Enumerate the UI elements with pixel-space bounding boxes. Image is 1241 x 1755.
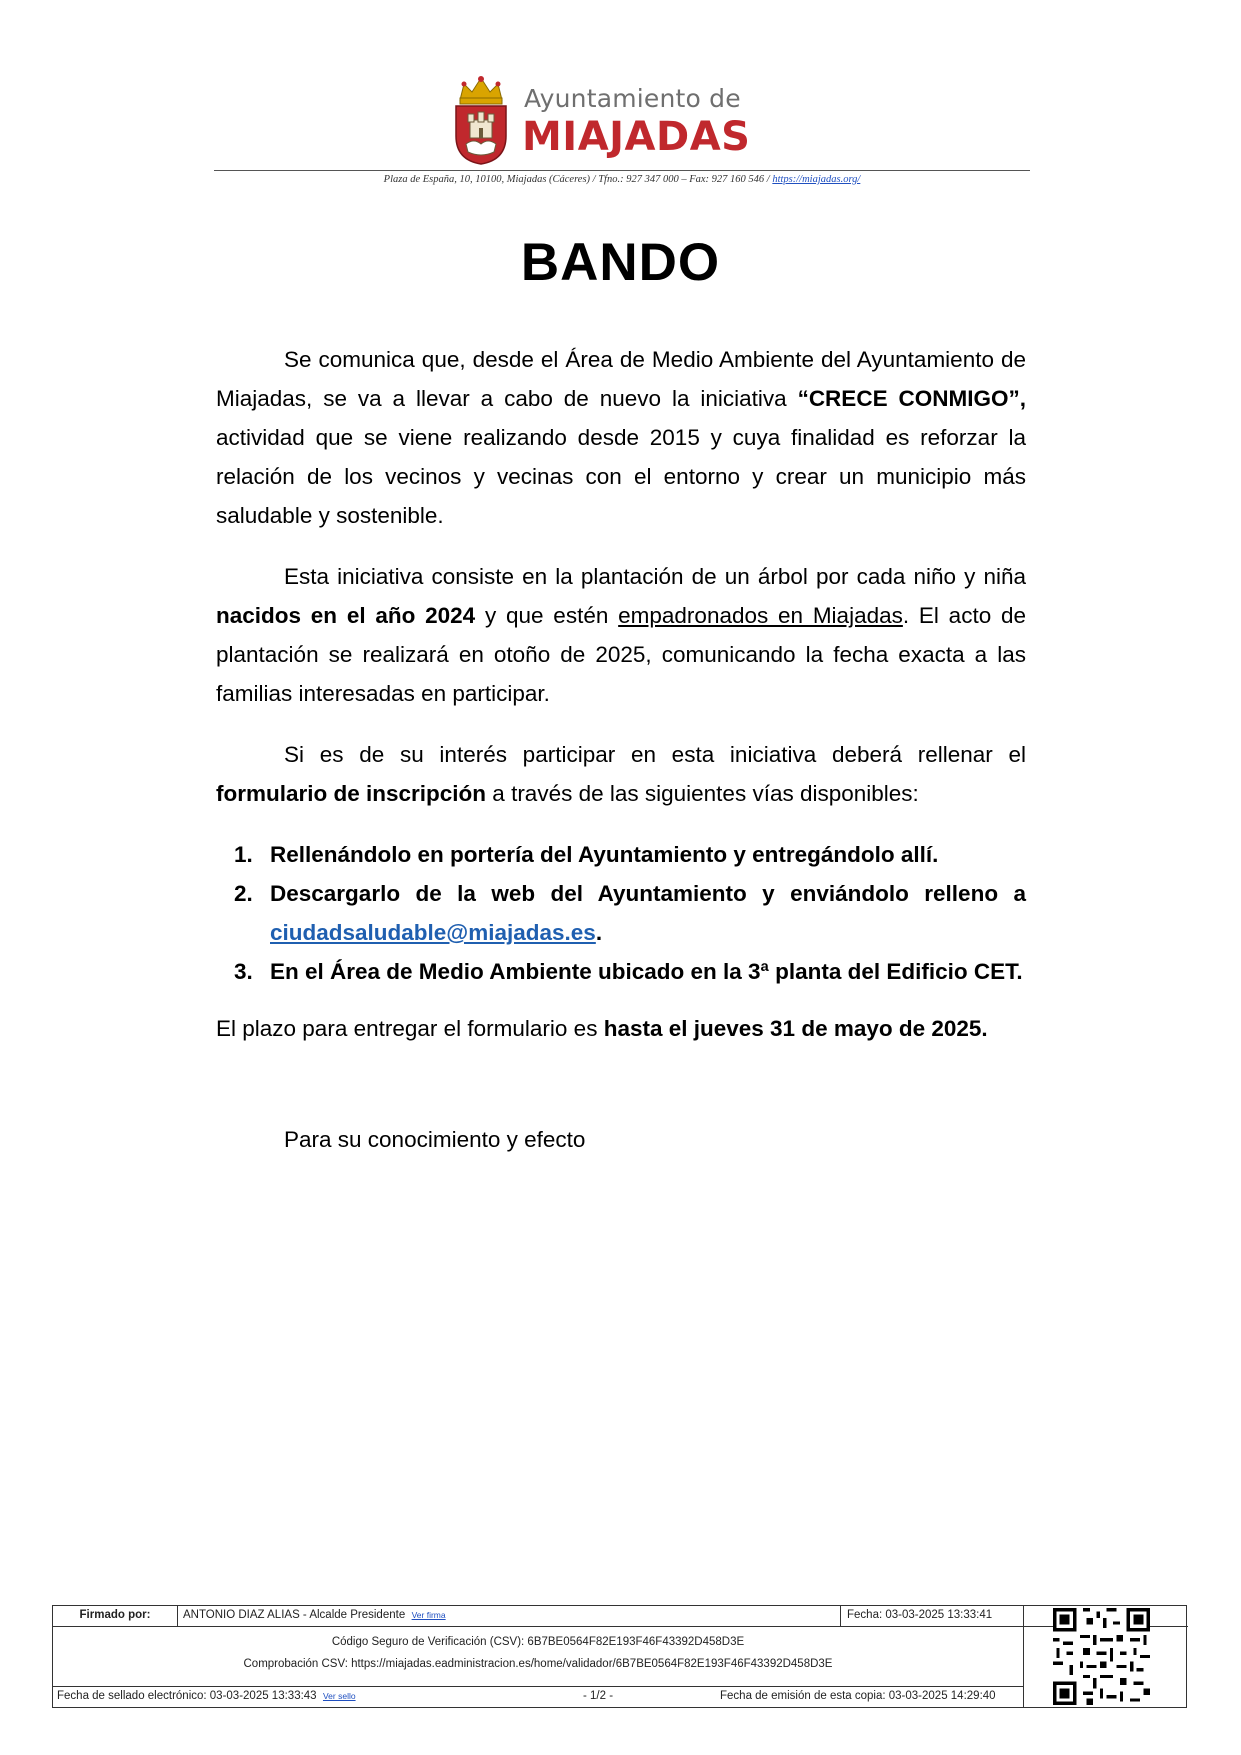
document-body (216, 340, 1026, 1181)
p2-text-a: Esta iniciativa consiste en la plantación de un árbol por cada niño y niña (284, 564, 1026, 589)
qr-code-icon (1053, 1608, 1150, 1705)
paragraph-1 (216, 340, 1026, 535)
list-item (216, 835, 1026, 874)
website-link[interactable]: https://miajadas.org/ (772, 174, 861, 185)
list-item (216, 874, 1026, 952)
list-item-tail: . (595, 920, 603, 945)
sig-row-divider (53, 1626, 1188, 1627)
signature-date: Fecha: 03-03-2025 13:33:41 (847, 1609, 993, 1621)
deadline-date: hasta el jueves 31 de mayo de 2025. (603, 1016, 988, 1041)
seal-date (57, 1690, 356, 1702)
deadline-text: El plazo para entregar el formulario es (216, 1016, 604, 1041)
p2-census-requirement: empadronados en Miajadas (618, 603, 903, 628)
list-item-text: Rellenándolo en portería del Ayuntamiento y entregándolo allí. (270, 842, 939, 867)
seal-date-text: Fecha de sellado electrónico: 03-03-2025 13:33:43 (57, 1690, 317, 1702)
paragraph-3 (216, 735, 1026, 813)
view-signature-link[interactable]: Ver firma (411, 1610, 446, 1620)
p1-text-b: actividad que se viene realizando desde 2015 y cuya finalidad es reforzar la relación de los vecinos y vecinas con el entorno y crear un municipio más saludable y sostenible. (216, 425, 1026, 528)
signer-name: ANTONIO DIAZ ALIAS - Alcalde Presidente (183, 1609, 406, 1621)
sig-col-divider (1023, 1606, 1024, 1707)
p2-text-c: . El acto de plantación se realizará en otoño de 2025, comunicando la fecha exacta a las familias interesadas en participar. (216, 603, 1027, 706)
p3-text-b: a través de las siguientes vías disponibles: (486, 781, 919, 806)
submission-methods-list (216, 835, 1026, 991)
closing-line: Para su conocimiento y efecto (284, 1127, 586, 1152)
document-title: BANDO (520, 233, 721, 292)
list-number: 1. (234, 842, 253, 867)
list-item-text: Descargarlo de la web del Ayuntamiento y enviándolo relleno a (270, 881, 1026, 906)
list-number: 3. (234, 959, 253, 984)
header-logo (450, 74, 750, 166)
sig-row-divider (53, 1686, 1023, 1687)
page-number: - 1/2 - (583, 1690, 614, 1702)
list-number: 2. (234, 881, 253, 906)
p2-birth-year: nacidos en el año 2024 (216, 603, 476, 628)
email-link[interactable]: ciudadsaludable@miajadas.es (270, 920, 596, 945)
view-seal-link[interactable]: Ver sello (322, 1691, 356, 1701)
csv-verification-url[interactable]: Comprobación CSV: https://miajadas.eadministracion.es/home/validador/6B7BE0564F82E193F46F43392D458D3E (243, 1658, 833, 1670)
coat-of-arms-icon (450, 74, 512, 166)
paragraph-2 (216, 557, 1026, 713)
signature-box (52, 1605, 1187, 1708)
csv-code: Código Seguro de Verificación (CSV): 6B7BE0564F82E193F46F43392D458D3E (331, 1636, 745, 1648)
signed-by-label: Firmado por: (79, 1609, 151, 1621)
p1-text-a: Se comunica que, desde el Área de Medio Ambiente del Ayuntamiento de Miajadas, se va a llevar a cabo de nuevo la iniciativa (216, 347, 1026, 411)
brand-line-2: MIAJADAS (522, 114, 751, 160)
brand-line-1: Ayuntamiento de (524, 84, 741, 113)
sig-col-divider (840, 1606, 841, 1626)
p3-form-name: formulario de inscripción (216, 781, 487, 806)
sig-col-divider (177, 1606, 178, 1626)
header-address (214, 174, 1030, 185)
p3-text-a: Si es de su interés participar en esta iniciativa deberá rellenar el (284, 742, 1026, 767)
header-divider (214, 170, 1030, 171)
deadline-paragraph (216, 1009, 1026, 1048)
list-item (216, 952, 1026, 991)
copy-issue-date: Fecha de emisión de esta copia: 03-03-2025 14:29:40 (720, 1690, 996, 1702)
list-item-text: En el Área de Medio Ambiente ubicado en la 3ª planta del Edificio CET. (270, 959, 1023, 984)
signer (183, 1609, 446, 1621)
p1-initiative-name: “CRECE CONMIGO”, (797, 386, 1026, 411)
address-text: Plaza de España, 10, 10100, Miajadas (Cáceres) / Tfno.: 927 347 000 – Fax: 927 160 546 / (383, 174, 773, 185)
p2-text-b: y que estén (475, 603, 619, 628)
